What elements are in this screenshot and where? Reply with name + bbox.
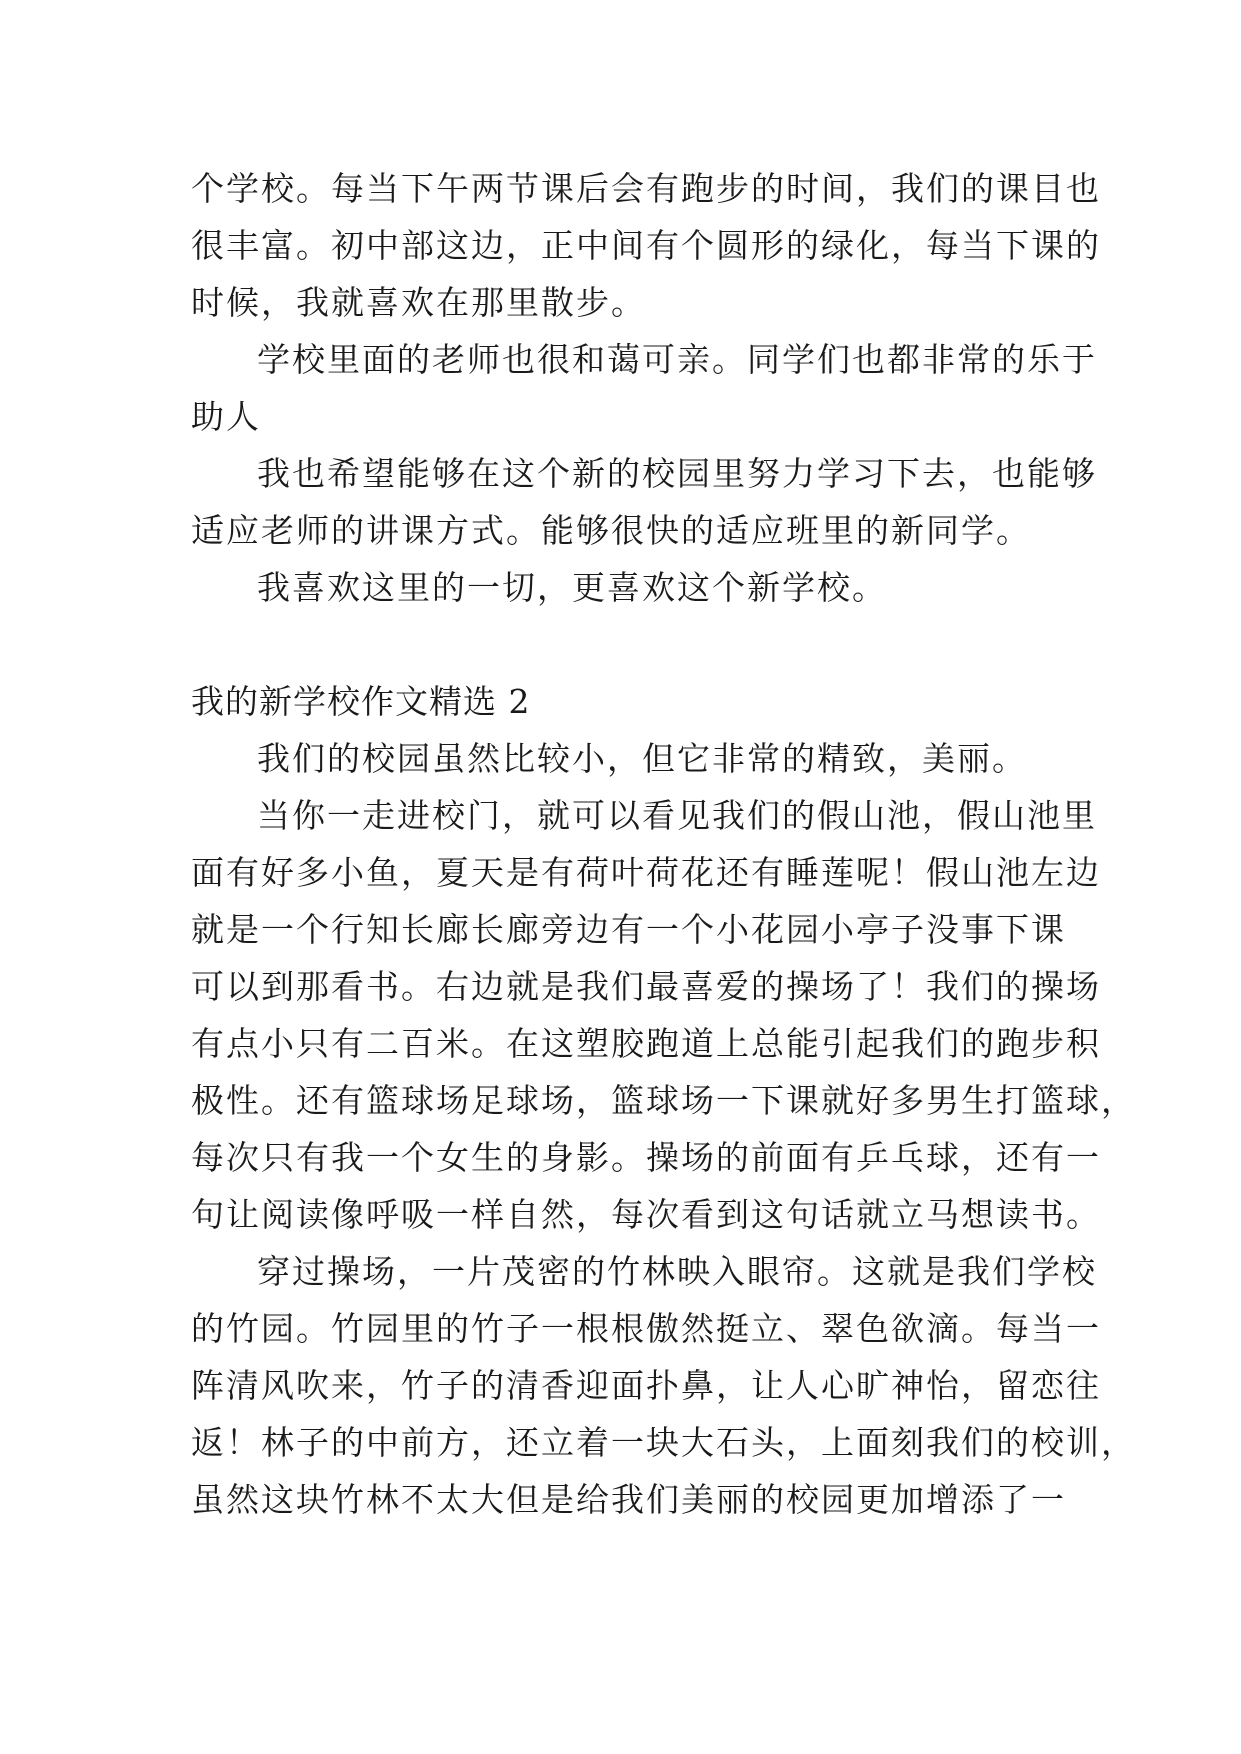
paragraph-line (0, 843, 1241, 903)
paragraph-line (0, 1470, 1241, 1530)
line-text: 时候，我就喜欢在那里散步。 (191, 283, 646, 322)
paragraph-first-line (0, 786, 1241, 846)
line-text: 当你一走进校门，就可以看见我们的假山池，假山池里 (257, 796, 1097, 835)
paragraph-first-line (0, 558, 1241, 618)
line-text: 句让阅读像呼吸一样自然，每次看到这句话就立马想读书。 (191, 1195, 1101, 1234)
line-text: 每次只有我一个女生的身影。操场的前面有乒乓球，还有一 (191, 1138, 1101, 1177)
paragraph-line (0, 159, 1241, 219)
line-text: 的竹园。竹园里的竹子一根根傲然挺立、翠色欲滴。每当一 (191, 1309, 1101, 1348)
paragraph-line (0, 1185, 1241, 1245)
line-text: 个学校。每当下午两节课后会有跑步的时间，我们的课目也 (191, 169, 1101, 208)
section-heading (0, 672, 1241, 732)
line-text: 助人 (191, 397, 261, 436)
paragraph-line (0, 1128, 1241, 1188)
line-text: 返！林子的中前方，还立着一块大石头，上面刻我们的校训， (191, 1423, 1136, 1462)
line-text: 学校里面的老师也很和蔼可亲。同学们也都非常的乐于 (257, 340, 1097, 379)
paragraph-line (0, 273, 1241, 333)
paragraph-line (0, 216, 1241, 276)
line-text: 就是一个行知长廊长廊旁边有一个小花园小亭子没事下课 (191, 910, 1066, 949)
paragraph-line (0, 957, 1241, 1017)
paragraph-line (0, 1413, 1241, 1473)
line-text: 我也希望能够在这个新的校园里努力学习下去，也能够 (257, 454, 1097, 493)
line-text: 极性。还有篮球场足球场，篮球场一下课就好多男生打篮球， (191, 1081, 1136, 1120)
line-text: 面有好多小鱼，夏天是有荷叶荷花还有睡莲呢！假山池左边 (191, 853, 1101, 892)
line-text: 虽然这块竹林不太大但是给我们美丽的校园更加增添了一 (191, 1480, 1066, 1519)
line-text: 我们的校园虽然比较小，但它非常的精致，美丽。 (257, 739, 1027, 778)
line-text: 有点小只有二百米。在这塑胶跑道上总能引起我们的跑步积 (191, 1024, 1101, 1063)
paragraph-line (0, 501, 1241, 561)
line-text: 我喜欢这里的一切，更喜欢这个新学校。 (257, 568, 887, 607)
line-text: 适应老师的讲课方式。能够很快的适应班里的新同学。 (191, 511, 1031, 550)
paragraph-line (0, 1356, 1241, 1416)
paragraph-first-line (0, 1242, 1241, 1302)
paragraph-line (0, 1014, 1241, 1074)
paragraph-line (0, 387, 1241, 447)
heading-text: 我的新学校作文精选 2 (191, 682, 531, 721)
paragraph-line (0, 900, 1241, 960)
line-text: 穿过操场，一片茂密的竹林映入眼帘。这就是我们学校 (257, 1252, 1097, 1291)
paragraph-line (0, 1071, 1241, 1131)
paragraph-first-line (0, 330, 1241, 390)
line-text: 阵清风吹来，竹子的清香迎面扑鼻，让人心旷神怡，留恋往 (191, 1366, 1101, 1405)
line-text: 可以到那看书。右边就是我们最喜爱的操场了！我们的操场 (191, 967, 1101, 1006)
paragraph-first-line (0, 729, 1241, 789)
paragraph-first-line (0, 444, 1241, 504)
line-text: 很丰富。初中部这边，正中间有个圆形的绿化，每当下课的 (191, 226, 1101, 265)
paragraph-line (0, 1299, 1241, 1359)
